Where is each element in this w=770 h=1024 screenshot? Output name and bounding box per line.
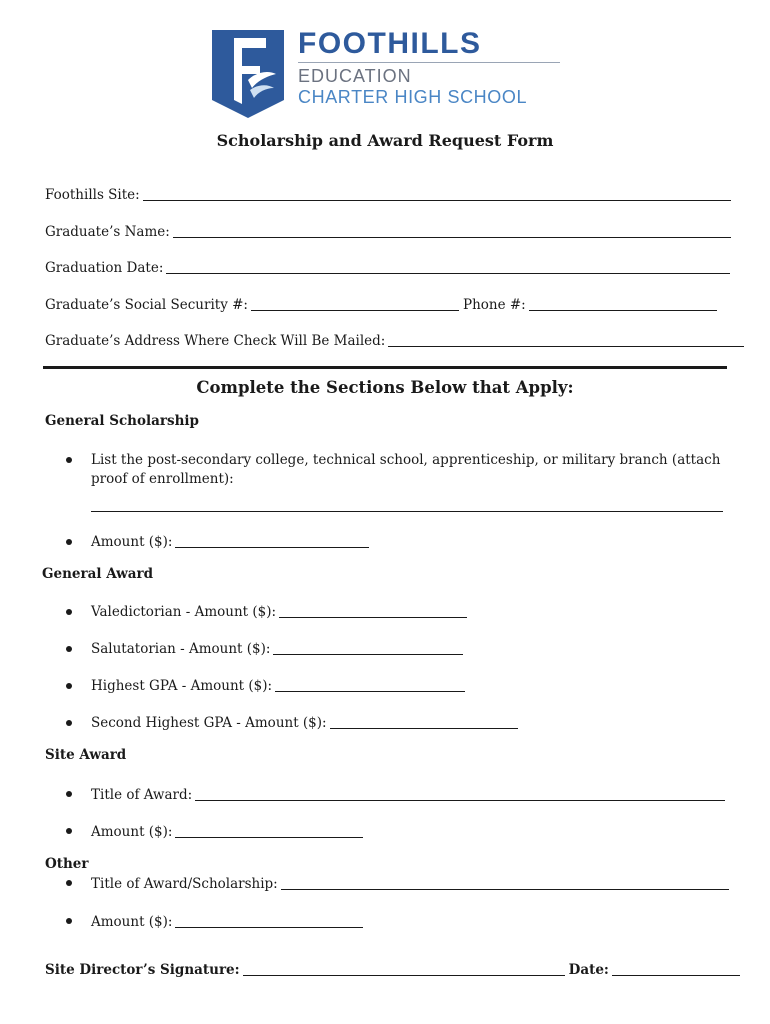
bullet-icon	[66, 828, 72, 834]
foothills-site-input-line[interactable]	[143, 200, 731, 201]
bullet-icon	[66, 539, 72, 545]
scholarship-amount-input-line[interactable]	[175, 547, 369, 548]
school-logo	[212, 27, 562, 120]
phone-label: Phone #:	[462, 297, 526, 313]
other-title-field	[91, 874, 729, 892]
logo-rule	[298, 62, 560, 63]
second-highest-gpa-label: Second Highest GPA - Amount ($):	[91, 715, 327, 731]
other-title-label: Title of Award/Scholarship:	[91, 876, 278, 892]
sections-subheading: Complete the Sections Below that Apply:	[196, 378, 574, 397]
mailing-address-input-line[interactable]	[388, 346, 744, 347]
other-amount-label: Amount ($):	[91, 914, 173, 930]
general-scholarship-heading: General Scholarship	[45, 413, 199, 429]
other-amount-field	[91, 912, 363, 930]
second-highest-gpa-input-line[interactable]	[330, 728, 518, 729]
site-award-title-label: Title of Award:	[91, 787, 193, 803]
bullet-icon	[66, 683, 72, 689]
bullet-icon	[66, 609, 72, 615]
scholarship-amount-field	[91, 532, 369, 550]
site-award-amount-label: Amount ($):	[91, 824, 173, 840]
bullet-icon	[66, 457, 72, 463]
post-secondary-instruction: List the post-secondary college, technical school, apprenticeship, or military branch (attach proof of enrollment):	[91, 452, 721, 487]
salutatorian-input-line[interactable]	[273, 654, 463, 655]
bullet-icon	[66, 791, 72, 797]
salutatorian-label: Salutatorian - Amount ($):	[91, 641, 271, 657]
other-heading: Other	[45, 856, 89, 872]
form-title: Scholarship and Award Request Form	[216, 131, 554, 150]
valedictorian-field	[91, 602, 467, 620]
mailing-address-label: Graduate’s Address Where Check Will Be Mailed:	[45, 333, 386, 349]
logo-line-charter-high-school: CHARTER HIGH SCHOOL	[298, 87, 528, 107]
bullet-icon	[66, 880, 72, 886]
graduation-date-input-line[interactable]	[166, 273, 730, 274]
graduate-name-input-line[interactable]	[173, 237, 731, 238]
highest-gpa-input-line[interactable]	[275, 691, 465, 692]
highest-gpa-field	[91, 676, 465, 694]
site-award-amount-input-line[interactable]	[175, 837, 363, 838]
highest-gpa-label: Highest GPA - Amount ($):	[91, 678, 273, 694]
bullet-icon	[66, 646, 72, 652]
ssn-label: Graduate’s Social Security #:	[45, 297, 248, 313]
date-label: Date:	[568, 962, 609, 978]
bullet-icon	[66, 918, 72, 924]
foothills-site-field	[45, 185, 731, 203]
director-signature-label: Site Director’s Signature:	[45, 962, 240, 978]
second-highest-gpa-field	[91, 713, 518, 731]
graduate-name-field	[45, 222, 731, 240]
director-signature-input-line[interactable]	[243, 975, 565, 976]
post-secondary-input-line[interactable]	[91, 511, 723, 512]
graduation-date-field	[45, 258, 730, 276]
other-title-input-line[interactable]	[281, 889, 729, 890]
signature-row	[45, 960, 740, 978]
valedictorian-input-line[interactable]	[279, 617, 467, 618]
bullet-icon	[66, 720, 72, 726]
logo-line-education: EDUCATION	[298, 66, 412, 86]
site-award-title-field	[91, 785, 725, 803]
logo-text	[298, 27, 562, 108]
valedictorian-label: Valedictorian - Amount ($):	[91, 604, 277, 620]
other-amount-input-line[interactable]	[175, 927, 363, 928]
date-input-line[interactable]	[612, 975, 740, 976]
site-award-heading: Site Award	[45, 747, 127, 763]
phone-input-line[interactable]	[529, 310, 717, 311]
ssn-input-line[interactable]	[251, 310, 459, 311]
mailing-address-field	[45, 331, 744, 349]
graduate-name-label: Graduate’s Name:	[45, 224, 170, 240]
foothills-f-logo-icon	[212, 30, 284, 118]
general-award-heading: General Award	[42, 566, 154, 582]
salutatorian-field	[91, 639, 463, 657]
site-award-amount-field	[91, 822, 363, 840]
logo-line-foothills: FOOTHILLS	[298, 27, 482, 60]
ssn-field	[45, 295, 717, 313]
graduation-date-label: Graduation Date:	[45, 260, 164, 276]
section-divider	[43, 366, 727, 369]
scholarship-amount-label: Amount ($):	[91, 534, 173, 550]
foothills-site-label: Foothills Site:	[45, 187, 140, 203]
site-award-title-input-line[interactable]	[195, 800, 725, 801]
